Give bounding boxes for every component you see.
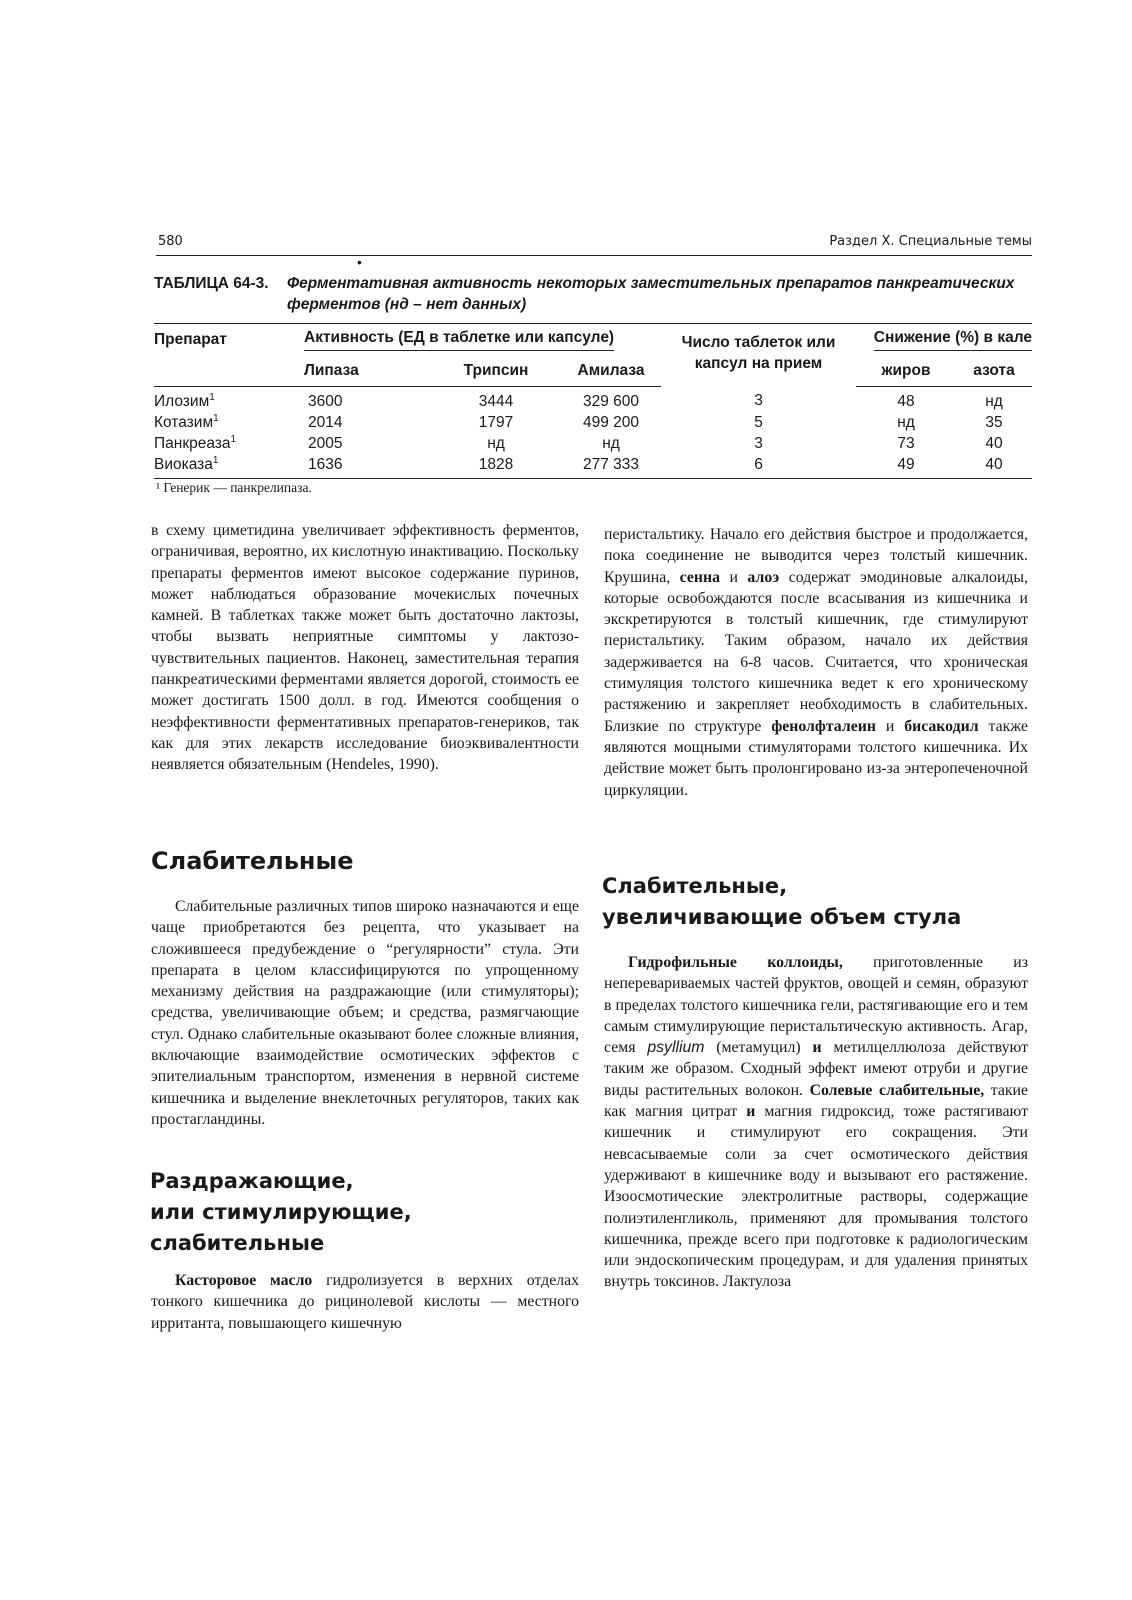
page-header: [156, 233, 1032, 256]
nitrogen-cell: 35: [985, 413, 1003, 431]
drug-name: Илозим: [154, 392, 210, 410]
col-header-reduction: Снижение (%) в кале: [856, 324, 1032, 357]
heading-laxatives: Слабительные: [151, 847, 354, 875]
amylase-cell: 277 333: [561, 454, 661, 479]
running-head: Раздел X. Специальные темы: [829, 234, 1032, 249]
left-para-3: Касторовое масло гидролизуется в верхних отделах тонкого кишечника до рицинолевой кислоты — местного ирританта, повышающего кишечную: [151, 1272, 579, 1332]
amylase-cell: 499 200: [582, 413, 640, 431]
table-row: Котазим$^1$ 2014 1797 499 200 5 нд 35: [154, 412, 1032, 433]
count-cell: 5: [754, 413, 763, 431]
amylase-cell: 329 600: [582, 392, 640, 410]
left-para-1: в схему циметидина увеличивает эффективность ферментов, ограничивая, вероятно, их кислотную инактивацию. Поскольку препараты ферментов имеют высокое содержание пуринов, может наблюдаться образование мочекислых почечных камней. В таблетках также может быть достаточно лактозы, чтобы вызвать неприятные симптомы у лактозо-чувствительных пациентов. Наконец, заместительная терапия панкреатическими ферментами является дорогой, стоимость ее может достигать 1500 долл. в год. Имеются сообщения о неэффективности ферментативных препаратов-генериков, так как для этих лекарств исследование биоэквивалентности неявляется обязательным (Hendeles, 1990).: [151, 522, 579, 774]
col-header-activity: Активность (ЕД в таблетке или капсуле): [304, 324, 661, 357]
sub-header-fat: жиров: [856, 356, 956, 387]
drug-name: Котазим: [154, 413, 214, 431]
lipase-cell: 2014: [308, 413, 343, 431]
right-para-2: Гидрофильные коллоиды, приготовленные из неперевариваемых частей фруктов, овощей и семян, образуют в пределах толстого кишечника гели, растягивающие его и тем самым стимулирующие перистальтическую активность. Агар, семя psyllium (метамуцил) и метилцеллюлоза действуют таким же образом. Сходный эффект имеют отруби и другие виды растительных волокон. Солевые слабительные, такие как магния цитрат и магния гидроксид, тоже растягивают кишечник и стимулируют его сокращения. Эти невсасываемые соли за счет осмотического действия удерживают в кишечнике воду и вызывают его растяжение. Изоосмотические электролитные растворы, содержащие полиэтиленгликоль, применяют для промывания толстого кишечника, прежде всего при подготовке к радиологическим или эндоскопическим процедурам, и для удаления принятых внутрь токсинов. Лактулоза: [604, 954, 1029, 1291]
table-row: Панкреаза$^1$ 2005 нд нд 3 73 40: [154, 433, 1032, 454]
col-header-drug: Препарат: [154, 324, 304, 357]
drug-name: Панкреаза: [154, 434, 231, 452]
page-number: 580: [158, 234, 183, 249]
sub-header-amylase: Амилаза: [561, 356, 661, 387]
table-row: Илозим$^1$ 3600 3444 329 600 3 48 нд: [154, 387, 1032, 413]
lipase-cell: 3600: [308, 392, 343, 410]
sub-header-nitrogen: азота: [956, 356, 1032, 387]
right-para-1: перистальтику. Начало его действия быстрое и продолжается, пока соединение не выводится через толстый кишечник. Крушина, сенна и алоэ содержат эмодиновые алкалоиды, которые освобождаются после всасывания из кишечника и экскретируются в толстый кишечник, где стимулируют перистальтику. Таким образом, начало их действия задерживается на 6-8 часов. Считается, что хроническая стимуляция толстого кишечника ведет к его хроническому растяжению и закрепляет необходимость в слабительных. Близкие по структуре фенолфталеин и бисакодил также являются мощными стимуляторами толстого кишечника. Их действие может быть пролонгировано из-за энтеропеченочной циркуляции.: [604, 526, 1028, 799]
col-header-count: Число таблеток или капсул на прием: [661, 324, 856, 387]
trypsin-cell: 3444: [478, 392, 514, 410]
lipase-cell: 2005: [308, 434, 343, 452]
drug-name: Виоказа: [154, 455, 213, 473]
amylase-cell: нд: [602, 434, 620, 452]
trypsin-cell: 1797: [478, 413, 514, 431]
nitrogen-cell: нд: [985, 392, 1003, 410]
heading-bulk: Слабительные, увеличивающие объем стула: [602, 874, 962, 929]
sub-header-lipase: Липаза: [304, 356, 431, 387]
count-cell: 3: [754, 392, 763, 410]
fat-cell: 49: [856, 454, 956, 479]
nitrogen-cell: 40: [956, 454, 1032, 479]
count-cell: 6: [661, 454, 856, 479]
trypsin-cell: нд: [487, 434, 505, 452]
count-cell: 3: [754, 434, 763, 452]
trypsin-cell: 1828: [431, 454, 561, 479]
nitrogen-cell: 40: [985, 434, 1003, 452]
sub-header-trypsin: Трипсин: [431, 356, 561, 387]
table-caption-text: Ферментативная активность некоторых заместительных препаратов панкреатических ферментов (нд – нет данных): [287, 275, 1015, 313]
left-para-2: Слабительные различных типов широко назначаются и еще чаще приобретаются без рецепта, что указывает на сложившееся предубеждение о “регулярности” стула. Эти препарата в целом классифицируются по упрощенному механизму действия на раздражающие (или стимуляторы); средства, увеличивающие объем; и средства, размягчающие стул. Однако слабительные оказывают более сложные влияния, включающие взаимодействие осмотических эффектов с эпителиальным транспортом, изменения в нервной системе кишечника и выделение внеклеточных регуляторов, таких как простагландины.: [151, 898, 579, 1128]
fat-cell: 73: [897, 434, 915, 452]
fat-cell: 48: [897, 392, 915, 410]
enzyme-table: [154, 323, 1032, 479]
heading-irritant: Раздражающие, или стимулирующие, слабительные: [150, 1169, 412, 1255]
lipase-cell: 1636: [304, 454, 431, 479]
table-label: ТАБЛИЦА 64-3.: [154, 275, 269, 292]
table-row: Виоказа$^1$ 1636 1828 277 333 6 49 40: [154, 454, 1032, 479]
table-footnote: ¹ Генерик — панкрелипаза.: [156, 480, 312, 495]
fat-cell: нд: [897, 413, 915, 431]
dot-mark: •: [357, 254, 362, 270]
